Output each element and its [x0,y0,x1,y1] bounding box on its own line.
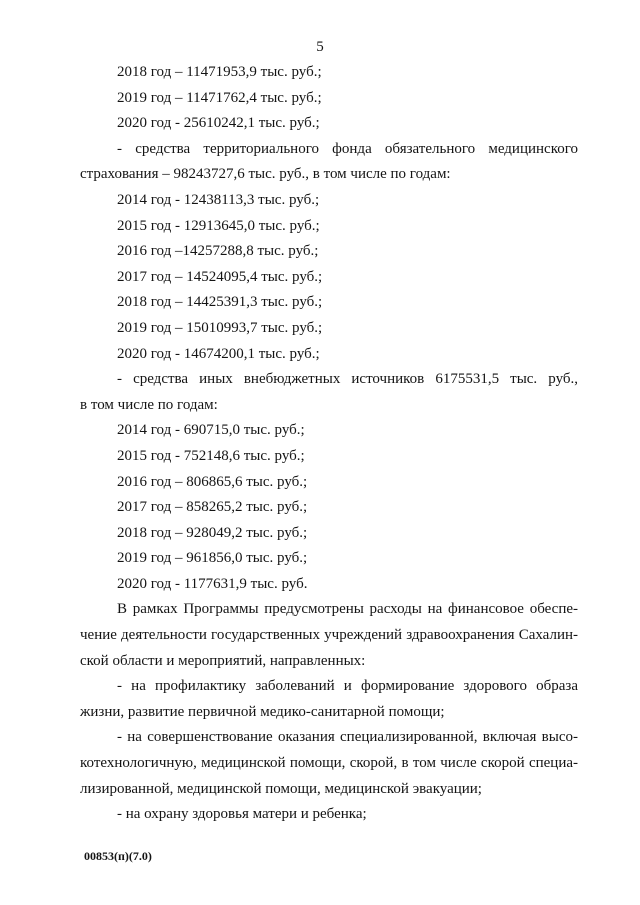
text-line: 2020 год - 14674200,1 тыс. руб.; [117,345,320,362]
text-line: 2014 год - 12438113,3 тыс. руб.; [117,191,320,208]
text-line: 2015 год - 752148,6 тыс. руб.; [117,447,305,464]
text-line: - средства территориального фонда обязательного медицинского [117,140,578,157]
text-line: лизированной, медицинской помощи, медицинской эвакуации; [80,780,482,797]
text-line: 2015 год - 12913645,0 тыс. руб.; [117,217,320,234]
text-line: 2018 год – 928049,2 тыс. руб.; [117,524,308,541]
text-line: чение деятельности государственных учреждений здравоохранения Сахалин- [80,627,578,644]
text-line: котехнологичную, медицинской помощи, скорой, в том числе скорой специа- [80,755,578,772]
text-line: 2019 год – 961856,0 тыс. руб.; [117,550,308,567]
text-line: 2017 год – 858265,2 тыс. руб.; [117,499,308,516]
text-line: 2020 год - 1177631,9 тыс. руб. [117,575,308,592]
document-body [80,60,578,828]
text-line: 2014 год - 690715,0 тыс. руб.; [117,422,305,439]
text-line: 2019 год – 11471762,4 тыс. руб.; [117,89,322,106]
text-line: 2017 год – 14524095,4 тыс. руб.; [117,268,323,285]
text-line: - на профилактику заболеваний и формирование здорового образа [117,678,578,695]
text-line: В рамках Программы предусмотрены расходы на финансовое обеспе- [117,601,578,618]
text-line: - средства иных внебюджетных источников 6175531,5 тыс. руб., [117,371,578,388]
text-line: 2018 год – 14425391,3 тыс. руб.; [117,294,323,311]
text-line: жизни, развитие первичной медико-санитарной помощи; [80,703,445,720]
text-line: - на охрану здоровья матери и ребенка; [117,806,367,823]
document-code: 00853(п)(7.0) [84,849,152,863]
text-line: - на совершенствование оказания специализированной, включая высо- [117,729,578,746]
text-line: 2016 год –14257288,8 тыс. руб.; [117,243,319,260]
text-line: страхования – 98243727,6 тыс. руб., в том числе по годам: [80,166,451,183]
text-line: ской области и мероприятий, направленных: [80,652,366,669]
text-line: 2016 год – 806865,6 тыс. руб.; [117,473,308,490]
text-line: 2020 год - 25610242,1 тыс. руб.; [117,115,320,132]
text-line: 2018 год – 11471953,9 тыс. руб.; [117,64,322,80]
text-line: в том числе по годам: [80,396,218,413]
page-number: 5 [316,39,324,55]
text-line: 2019 год – 15010993,7 тыс. руб.; [117,319,323,336]
